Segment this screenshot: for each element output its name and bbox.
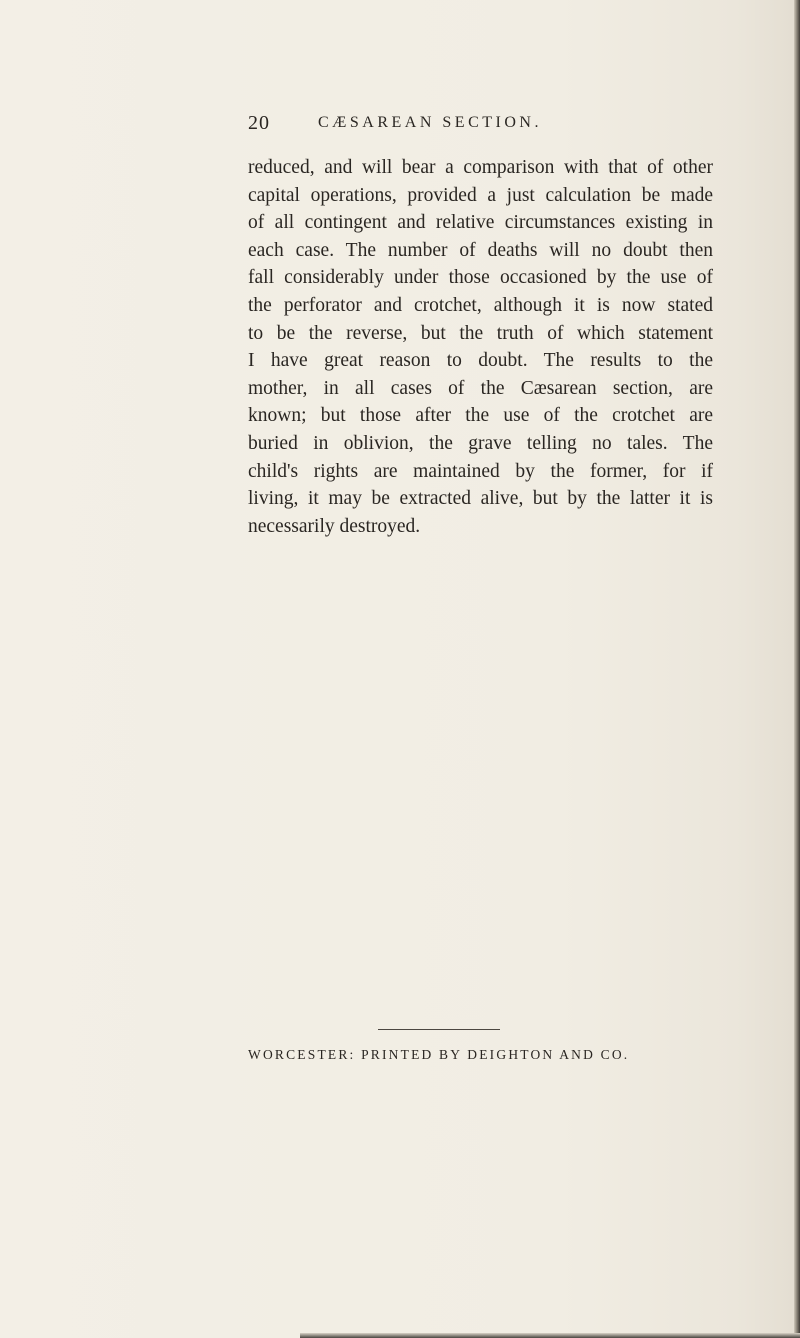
text-line: each case. The number of deaths will no doubt then <box>248 239 713 261</box>
text-line: reduced, and will bear a comparison with that of other <box>248 157 713 178</box>
page-bottom-edge <box>300 1333 800 1338</box>
text-line: of all contingent and relative circumstances existing in <box>248 212 713 234</box>
text-line: the perforator and crotchet, although it is now stated <box>248 294 713 316</box>
text-line: I have great reason to doubt. The results to the <box>248 350 713 372</box>
text-line: known; but those after the use of the crotchet are <box>248 405 713 427</box>
running-head-title: CÆSAREAN SECTION. <box>318 114 542 131</box>
text-line: child's rights are maintained by the former, for if <box>248 460 713 482</box>
imprint-divider <box>378 1029 500 1030</box>
text-line: mother, in all cases of the Cæsarean section, are <box>248 377 713 399</box>
text-line: buried in oblivion, the grave telling no tales. The <box>248 432 713 454</box>
page-edge-shadow <box>794 0 800 1338</box>
text-line: living, it may be extracted alive, but by the latter it is <box>248 488 713 510</box>
text-line: fall considerably under those occasioned by the use of <box>248 267 713 289</box>
body-paragraph <box>248 154 713 540</box>
text-line: to be the reverse, but the truth of which statement <box>248 322 713 344</box>
text-line: necessarily destroyed. <box>248 515 421 537</box>
printer-imprint: WORCESTER: PRINTED BY DEIGHTON AND CO. <box>248 1047 630 1062</box>
text-line: capital operations, provided a just calculation be made <box>248 184 713 206</box>
page-number: 20 <box>248 112 270 134</box>
running-head <box>248 112 748 142</box>
